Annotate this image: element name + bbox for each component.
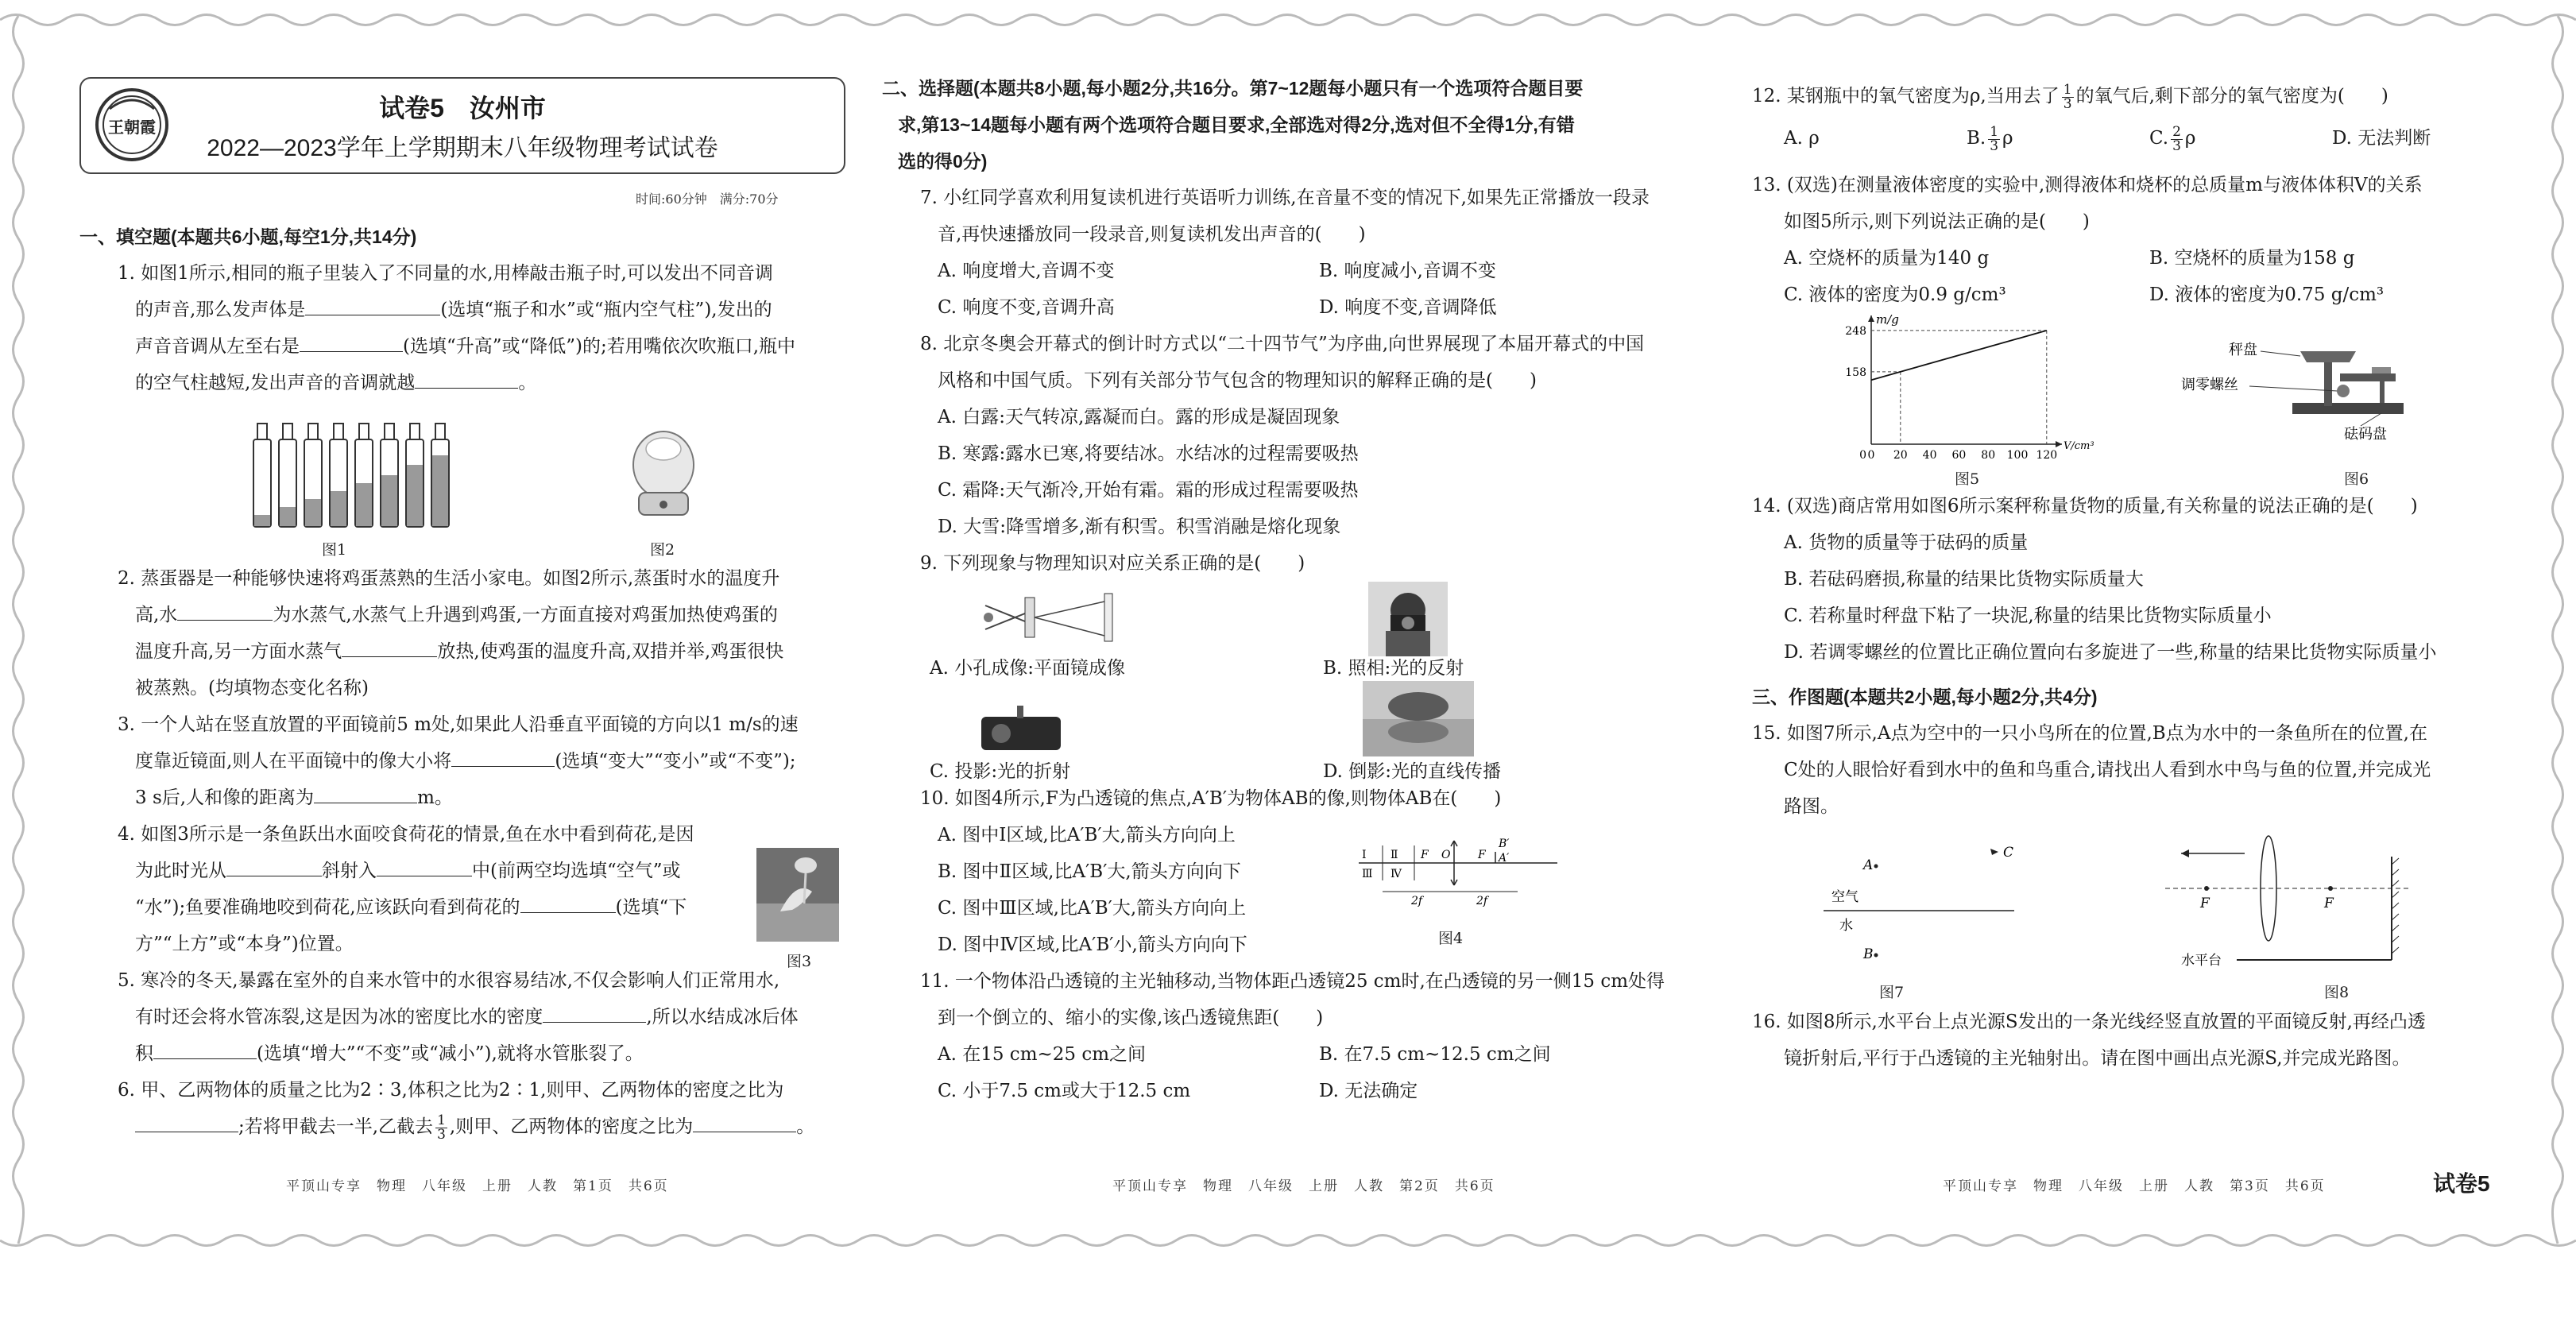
svg-text:F: F [1478,849,1486,861]
fraction-one-third: $\frac{1}{3}$ [437,1112,446,1143]
q10-option-d[interactable]: D. 图中Ⅳ区域,比A′B′小,箭头方向向下 [938,934,1247,955]
q9-stem: 9. 下列现象与物理知识对应关系正确的是( ) [920,553,1305,574]
y-tick-label: 158 [1845,366,1866,379]
q8-option-a[interactable]: A. 白露:天气转凉,露凝而白。露的形成是凝固现象 [938,407,1340,428]
q5-line1: 5. 寒冷的冬天,暴露在室外的自来水管中的水很容易结冰,不仅会影响人们正常用水, [118,970,780,991]
x-tick-label: 40 [1922,449,1937,462]
figure-5-mass-volume-chart [1831,312,2094,464]
svg-text:O: O [1441,849,1451,861]
x-tick-label: 60 [1951,449,1967,462]
y-tick-label: 248 [1845,324,1866,338]
q1-line3: 声音音调从左至右是 (选填“升高”或“降低”)的;若用嘴依次吹瓶口,瓶中 [135,336,796,357]
page-3-footer: 平顶山专享 物理 八年级 上册 人教 第3页 共6页 [1943,1178,2326,1194]
q10-option-a[interactable]: A. 图中Ⅰ区域,比A′B′大,箭头方向向上 [938,825,1236,845]
q5-line3: 积 (选填“增大”“不变”或“减小”),就将水管胀裂了。 [135,1043,644,1064]
q13-options-row1 [1752,240,2515,277]
q10-option-c[interactable]: C. 图中Ⅲ区域,比A′B′大,箭头方向向上 [938,898,1247,919]
wavy-border-left [8,16,29,1244]
q3-blank2[interactable] [314,787,417,803]
q6-line1: 6. 甲、乙两物体的质量之比为2∶3,体积之比为2∶1,则甲、乙两物体的密度之比为 [118,1080,784,1101]
page-2-column [882,70,1700,1182]
q10-option-b[interactable]: B. 图中Ⅱ区域,比A′B′大,箭头方向向下 [938,861,1241,882]
q4-line4: 方”“上方”或“本身”)位置。 [135,934,354,954]
q2-line4: 被蒸熟。(均填物态变化名称) [135,678,369,698]
x-tick-label: 80 [1981,449,1996,462]
figure-1-caption: 图1 [322,541,347,559]
svg-text:2f: 2f [1476,895,1488,907]
q15-line3: 路图。 [1784,796,1839,817]
q13-option-c[interactable]: C. 液体的密度为0.9 g/cm³ [1784,284,2006,305]
q11-options-row2 [882,1073,1700,1109]
figure-6-counter-scale [2173,327,2412,447]
q4-blank1[interactable] [226,860,322,876]
q9-option-a[interactable]: A. 小孔成像:平面镜成像 [930,658,1125,679]
q11-option-b[interactable]: B. 在7.5 cm~12.5 cm之间 [1319,1044,1551,1065]
q7-stem-line2: 音,再快速播放同一段录音,则复读机发出声音的( ) [938,224,1366,245]
projector-image [977,701,1065,756]
figure-2-caption: 图2 [650,541,675,559]
q3-line1: 3. 一个人站在竖直放置的平面镜前5 m处,如果此人沿垂直平面镜的方向以1 m/s的速 [118,714,799,735]
section-2-heading-line2: 求,第13~14题每小题有两个选项符合题目要求,全部选对得2分,选对但不全得1分,有错 [898,114,1575,135]
svg-text:Ⅰ: Ⅰ [1362,849,1367,861]
page-1-column [79,219,842,1331]
exam-meta: 时间:60分钟 满分:70分 [636,192,779,207]
q1-figures [79,401,842,560]
q4-line1: 4. 如图3所示是一条鱼跃出水面咬食荷花的情景,鱼在水中看到荷花,是因 [118,824,694,845]
q7-option-d[interactable]: D. 响度不变,音调降低 [1319,297,1497,318]
page-3-column [1752,78,2515,1190]
svg-text:王朝霞: 王朝霞 [108,118,156,137]
q12-options [1752,114,2515,162]
exam-subtitle: 2022—2023学年上学期期末八年级物理考试试卷 [207,135,718,161]
svg-text:Ⅳ: Ⅳ [1390,868,1402,880]
fig6-label-pan: 秤盘 [2229,342,2257,358]
figure-7-bird-fish [1824,841,2046,976]
q7-options-row2 [882,289,1700,326]
q11-options-row1 [882,1036,1700,1073]
svg-text:C: C [2003,845,2014,861]
svg-text:B′: B′ [1499,838,1510,850]
q8-stem-line2: 风格和中国气质。下列有关部分节气包含的物理知识的解释正确的是( ) [938,370,1537,391]
q13-option-d[interactable]: D. 液体的密度为0.75 g/cm³ [2149,284,2385,305]
svg-text:Ⅱ: Ⅱ [1390,849,1398,861]
q6-line2: ;若将甲截去一半,乙截去 $\frac{1}{3}$ ,则甲、乙两物体的密度之比为 。 [79,1109,842,1145]
svg-text:F: F [2324,896,2334,911]
q14-option-c[interactable]: C. 若称量时秤盘下粘了一块泥,称量的结果比货物实际质量小 [1784,606,2272,626]
q13-stem-line1: 13. (双选)在测量液体密度的实验中,测得液体和烧杯的总质量m与液体体积V的关系 [1752,175,2423,195]
fig6-label-zero-screw: 调零螺丝 [2181,377,2238,393]
figure-4-lens-diagram [1359,830,1557,919]
q13-stem-line2: 如图5所示,则下列说法正确的是( ) [1784,211,2090,232]
q4-line2: 为此时光从 斜射入 中(前两空均选填“空气”或 [135,861,681,881]
section-1-heading: 一、填空题(本题共6小题,每空1分,共14分) [79,226,417,247]
reflection-image [1363,681,1474,756]
fraction-one-third: $\frac{1}{3}$ [2063,81,2072,112]
svg-text:2f: 2f [1411,895,1423,907]
q8-option-c[interactable]: C. 霜降:天气渐冷,开始有霜。霜的形成过程需要吸热 [938,480,1359,501]
q9-option-d[interactable]: D. 倒影:光的直线传播 [1323,761,1501,782]
x-axis-arrow [2056,441,2062,447]
q4-block [79,816,842,970]
q7-stem-line1: 7. 小红同学喜欢利用复读机进行英语听力训练,在音量不变的情况下,如果先正常播放一段录 [920,188,1650,208]
figure-7-caption: 图7 [1879,984,1905,1001]
q5-line2: 有时还会将水管冻裂,这是因为冰的密度比水的密度 ,所以水结成冰后体 [135,1007,799,1027]
q7-options-row1 [882,253,1700,289]
q13-figures [1752,313,2515,488]
mass-volume-line [1871,331,2047,380]
x-tick-label: 0 [1867,449,1875,462]
x-axis-label: V/cm³ [2064,440,2094,452]
q15-line1: 15. 如图7所示,A点为空中的一只小鸟所在的位置,B点为水中的一条鱼所在的位置,在 [1752,723,2427,744]
svg-text:B: B [1863,946,1874,962]
q11-stem-line2: 到一个倒立的、缩小的实像,该凸透镜焦距( ) [938,1008,1324,1028]
section-2-heading-line3: 选的得0分) [898,151,988,172]
q11-option-a[interactable]: A. 在15 cm~25 cm之间 [938,1044,1147,1065]
q1-blank2[interactable] [300,335,403,352]
q4-line3: “水”);鱼要准确地咬到荷花,应该跃向看到荷花的 (选填“下 [135,897,687,918]
svg-text:F: F [1421,849,1429,861]
q8-stem-line1: 8. 北京冬奥会开幕式的倒计时方式以“二十四节气”为序曲,向世界展现了本届开幕式的中国 [920,334,1645,354]
figure-8-caption: 图8 [2324,984,2350,1001]
q4-blank2[interactable] [377,860,472,876]
title-box [79,77,845,174]
x-tick-label: 100 [2006,449,2029,462]
q2-line3: 温度升高,另一方面水蒸气 放热,使鸡蛋的温度升高,双措并举,鸡蛋很快 [135,641,784,662]
fig8-table-label: 水平台 [2181,953,2222,969]
q1-line2: 的声音,那么发声体是 (选填“瓶子和水”或“瓶内空气柱”),发出的 [135,300,772,320]
q6-blank1[interactable] [135,1116,238,1132]
q2-blank2[interactable] [342,640,437,657]
y-axis-label: m/g [1876,312,1899,327]
svg-text:F: F [2200,896,2210,911]
q1-blank1[interactable] [305,299,440,315]
q2-line1: 2. 蒸蛋器是一种能够快速将鸡蛋蒸熟的生活小家电。如图2所示,蒸蛋时水的温度升 [118,568,780,589]
q16-line1: 16. 如图8所示,水平台上点光源S发出的一条光线经竖直放置的平面镜反射,再经凸透 [1752,1012,2426,1032]
figure-6-caption: 图6 [2344,470,2369,488]
q9-option-c[interactable]: C. 投影:光的折射 [930,761,1071,782]
figure-2-egg-steamer [628,417,699,528]
q14-option-a[interactable]: A. 货物的质量等于砝码的质量 [1784,532,2029,553]
origin-label: 0 [1859,449,1866,462]
figure-3-caption: 图3 [787,953,812,970]
q3-blank1[interactable] [451,750,555,767]
svg-text:Ⅲ: Ⅲ [1362,868,1373,880]
q7-option-a[interactable]: A. 响度增大,音调不变 [938,261,1115,281]
q2-blank1[interactable] [177,604,273,621]
svg-text:A′: A′ [1499,852,1510,865]
q15-line2: C处的人眼恰好看到水中的鱼和鸟重合,请找出人看到水中鸟与鱼的位置,并完成光 [1784,760,2431,780]
q10-block [882,780,1700,963]
q11-stem-line1: 11. 一个物体沿凸透镜的主光轴移动,当物体距凸透镜25 cm时,在凸透镜的另一侧15 cm处得 [920,971,1665,992]
q13-option-b[interactable]: B. 空烧杯的质量为158 g [2149,248,2355,269]
q1-line4: 的空气柱越短,发出声音的音调就越 。 [135,373,537,393]
q12-stem: 12. 某钢瓶中的氧气密度为ρ,当用去了 $\frac{1}{3}$ 的氧气后,剩下部分的氧气密度为( ) [1752,81,2388,112]
section-2-heading-line1: 二、选择题(本题共8小题,每小题2分,共16分。第7~12题每小题只有一个选项符合题目要 [882,78,1584,99]
q12-option-d[interactable]: D. 无法判断 [2332,128,2431,149]
q9-option-b[interactable]: B. 照相:光的反射 [1323,658,1464,679]
q5-blank2[interactable] [153,1043,257,1059]
q11-option-c[interactable]: C. 小于7.5 cm或大于12.5 cm [938,1081,1191,1101]
q12-option-c[interactable]: C. $\frac{2}{3}$ ρ [2149,123,2196,154]
fig7-water-label: 水 [1839,918,1853,934]
q12-option-b[interactable]: B. $\frac{1}{3}$ ρ [1967,123,2013,154]
pinhole-camera-image [977,590,1120,645]
figure-3-fish-lotus [756,848,839,942]
q5-blank1[interactable] [543,1006,646,1023]
svg-text:A: A [1863,857,1874,873]
q13-option-a[interactable]: A. 空烧杯的质量为140 g [1784,248,1990,269]
q12-option-a[interactable]: A. ρ [1784,128,1820,149]
q7-option-c[interactable]: C. 响度不变,音调升高 [938,297,1115,318]
x-tick-label: 20 [1893,449,1908,462]
q11-option-d[interactable]: D. 无法确定 [1319,1081,1418,1101]
q6-blank2[interactable] [693,1116,796,1132]
q7-option-b[interactable]: B. 响度减小,音调不变 [1319,261,1496,281]
page-2-footer: 平顶山专享 物理 八年级 上册 人教 第2页 共6页 [1112,1178,1495,1194]
figure-5-caption: 图5 [1955,470,1980,488]
q9-images [882,582,1700,780]
q1-blank3[interactable] [415,372,518,389]
wavy-border-right [2547,16,2568,1244]
q15-figures [1752,825,2515,1004]
fig7-air-label: 空气 [1831,889,1859,905]
page-1-footer: 平顶山专享 物理 八年级 上册 人教 第1页 共6页 [286,1178,669,1194]
x-tick-label: 120 [2036,449,2058,462]
q14-option-b[interactable]: B. 若砝码磨损,称量的结果比货物实际质量大 [1784,569,2144,590]
q1-line1: 1. 如图1所示,相同的瓶子里装入了不同量的水,用棒敲击瓶子时,可以发出不同音调 [118,263,773,284]
section-3-heading: 三、作图题(本题共2小题,每小题2分,共4分) [1752,687,2098,707]
exam-badge: 试卷5 [2433,1171,2490,1196]
q8-option-d[interactable]: D. 大雪:降雪增多,渐有积雪。积雪消融是熔化现象 [938,517,1341,537]
q13-options-row2 [1752,277,2515,313]
figure-1-bottles [250,408,457,535]
q2-line2: 高,水 为水蒸气,水蒸气上升遇到鸡蛋,一方面直接对鸡蛋加热使鸡蛋的 [135,605,778,625]
q4-blank3[interactable] [520,896,616,913]
q16-line2: 镜折射后,平行于凸透镜的主光轴射出。请在图中画出点光源S,并完成光路图。 [1784,1048,2411,1069]
wavy-border-top [0,10,2576,30]
fig6-label-weight-pan: 砝码盘 [2344,426,2387,443]
q8-option-b[interactable]: B. 寒露:露水已寒,将要结冰。水结冰的过程需要吸热 [938,443,1359,464]
q10-stem: 10. 如图4所示,F为凸透镜的焦点,A′B′为物体AB的像,则物体AB在( ) [920,788,1502,809]
q3-line2: 度靠近镜面,则人在平面镜中的像大小将 (选填“变大”“变小”或“不变”); [135,751,796,772]
q14-option-d[interactable]: D. 若调零螺丝的位置比正确位置向右多旋进了一些,称量的结果比货物实际质量小 [1784,642,2437,663]
q3-line3: 3 s后,人和像的距离为 m。 [135,787,453,808]
y-axis-arrow [1868,315,1874,322]
q14-stem: 14. (双选)商店常用如图6所示案秤称量货物的质量,有关称量的说法正确的是( ) [1752,496,2418,517]
camera-photo-image [1368,582,1448,656]
figure-4-caption: 图4 [1438,930,1464,947]
exam-title: 试卷5 汝州市 [379,94,546,122]
figure-8-lens-mirror [2149,825,2419,976]
